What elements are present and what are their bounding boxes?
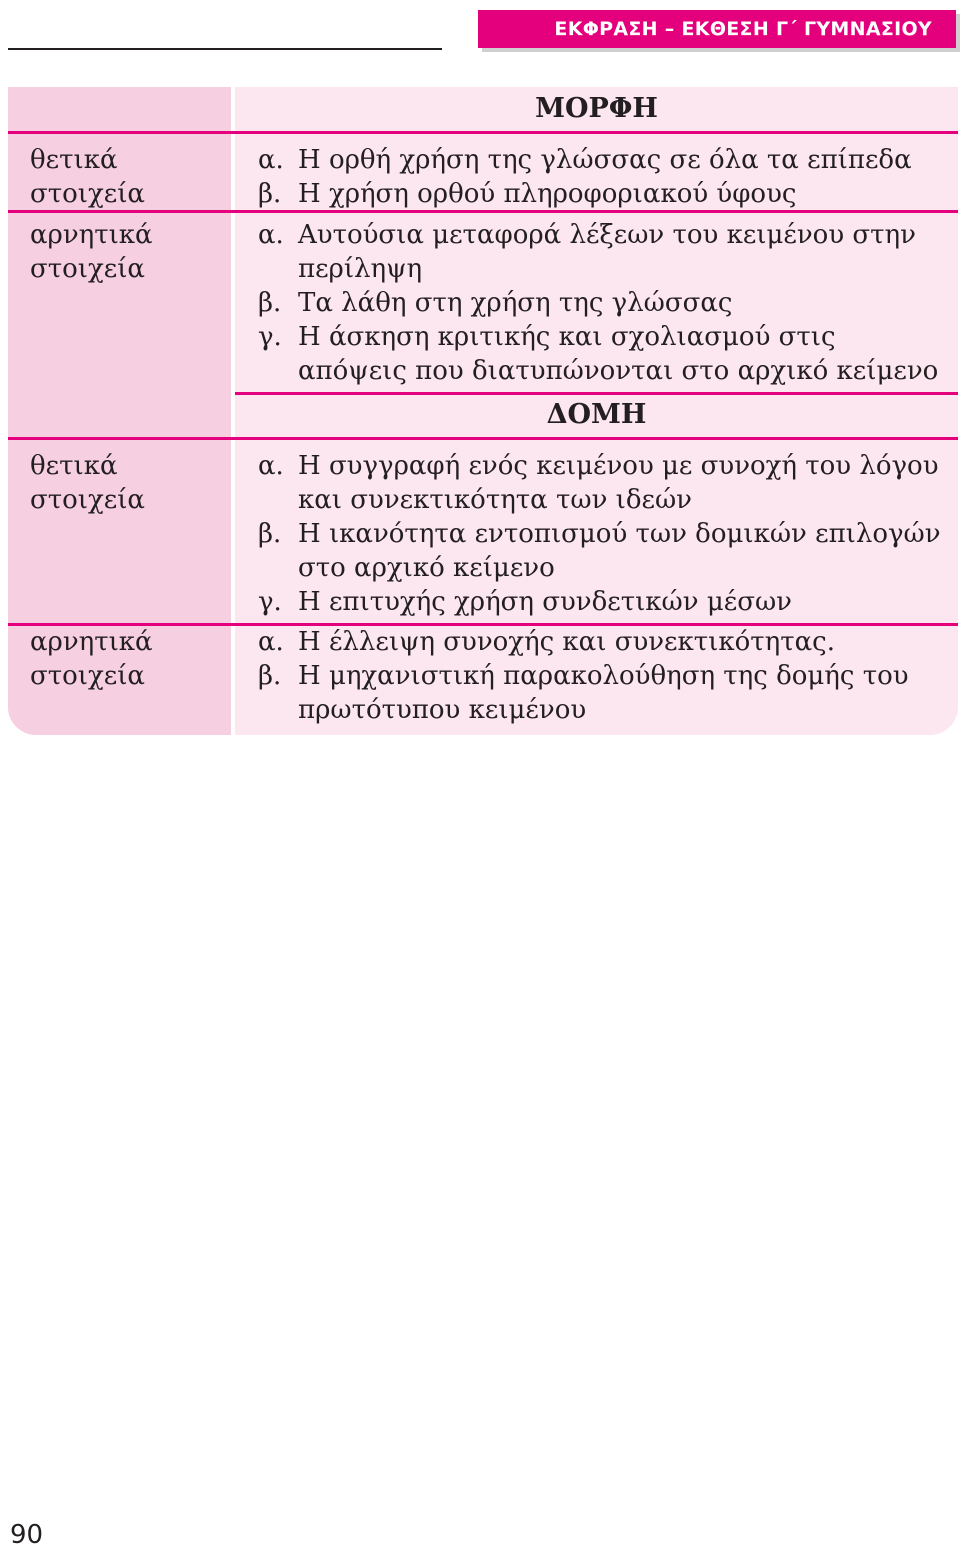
section-title-morfi: ΜΟΡΦΗ	[535, 93, 658, 124]
list-item	[258, 143, 948, 177]
section-divider	[8, 131, 958, 134]
list-item	[258, 449, 948, 517]
item-marker: α.	[258, 451, 284, 481]
item-marker: β.	[258, 179, 282, 209]
item-text: Η επιτυχής χρήση συνδετικών μέσων	[298, 587, 792, 617]
section-divider	[235, 392, 958, 395]
row-label: αρνητικά στοιχεία	[30, 220, 153, 284]
item-text: Η ορθή χρήση της γλώσσας σε όλα τα επίπεδα	[298, 145, 912, 175]
list-item	[258, 218, 948, 286]
item-text: Αυτούσια μεταφορά λέξεων του κειμένου στην περίληψη	[298, 220, 916, 284]
section-title-domi: ΔΟΜΗ	[546, 399, 647, 430]
page-number: 90	[10, 1520, 44, 1550]
item-marker: γ.	[258, 322, 282, 352]
item-marker: α.	[258, 220, 284, 250]
row-items	[258, 449, 948, 619]
row-label: αρνητικά στοιχεία	[30, 627, 153, 691]
header-title: ΕΚΦΡΑΣΗ – ΕΚΘΕΣΗ Γ΄ ΓΥΜΝΑΣΙΟΥ	[554, 18, 932, 40]
list-item	[258, 320, 948, 388]
section-divider	[8, 437, 958, 440]
item-marker: α.	[258, 145, 284, 175]
row-items	[258, 218, 948, 388]
list-item	[258, 517, 948, 585]
row-divider	[8, 210, 958, 213]
row-label: θετικά στοιχεία	[30, 451, 145, 515]
item-text: Η έλλειψη συνοχής και συνεκτικότητας.	[298, 627, 835, 657]
item-marker: α.	[258, 627, 284, 657]
header-rule	[8, 48, 442, 50]
list-item	[258, 585, 948, 619]
list-item	[258, 659, 948, 727]
row-label: θετικά στοιχεία	[30, 145, 145, 209]
row-items	[258, 625, 948, 727]
list-item	[258, 286, 948, 320]
item-marker: β.	[258, 519, 282, 549]
item-marker: β.	[258, 661, 282, 691]
item-marker: β.	[258, 288, 282, 318]
item-text: Η άσκηση κριτικής και σχολιασμού στις απόψεις που διατυπώνονται στο αρχικό κείμενο	[298, 322, 939, 386]
list-item	[258, 625, 948, 659]
item-text: Η συγγραφή ενός κειμένου με συνοχή του λόγου και συνεκτικότητα των ιδεών	[298, 451, 939, 515]
item-marker: γ.	[258, 587, 282, 617]
evaluation-table	[8, 87, 958, 735]
list-item	[258, 177, 948, 211]
item-text: Η μηχανιστική παρακολούθηση της δομής του πρωτότυπου κειμένου	[298, 661, 909, 725]
row-items	[258, 143, 948, 211]
item-text: Η χρήση ορθού πληροφοριακού ύφους	[298, 179, 797, 209]
header-banner	[478, 10, 956, 48]
item-text: Η ικανότητα εντοπισμού των δομικών επιλογών στο αρχικό κείμενο	[298, 519, 941, 583]
item-text: Τα λάθη στη χρήση της γλώσσας	[298, 288, 733, 318]
